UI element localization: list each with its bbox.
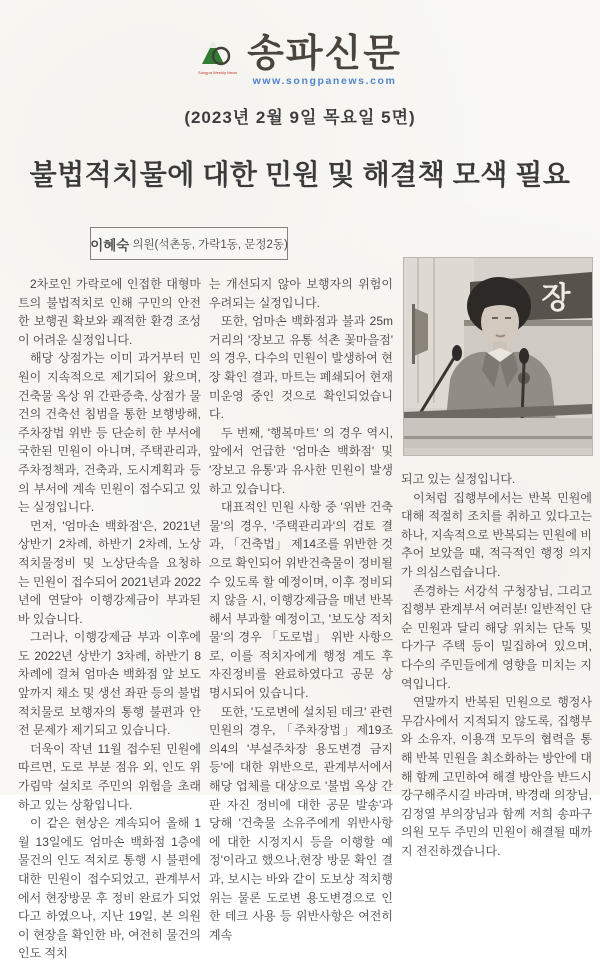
body-paragraph: 또한, '도로변에 설치된 데크' 관련 민원의 경우, 「주차장법」제19조의4의 '부설주차장 용도변경 금지 등'에 대한 위반으로, 관계부서에서 해당 업체를 대상으로 '불법 옥상 간판 자진 정비에 대한 공문 발송'과 당해 '건축물 소유주에게 위반사항에 대한 시정지시 등을 이행할 예정'이라고 했으나,현장 방문 확인 결과, 보시는 바와 같이 도보상 적치행위는 물론 도로변 용도변경으로 인한 데크 사용 등 위반사항은 여전히 계속: [209, 704, 393, 942]
article-column-3: [401, 470, 592, 860]
article-column-1: [18, 275, 201, 963]
article-column-2: [209, 275, 393, 944]
byline-name: 이혜숙: [90, 237, 130, 253]
body-paragraph: 더욱이 작년 11월 접수된 민원에 따르면, 도로 부분 점유 외, 인도 위 가림막 설치로 주민의 위험을 초래하고 있는 상황입니다.: [18, 741, 201, 812]
body-paragraph: 해당 상점가는 이미 과거부터 민원이 지속적으로 제기되어 왔으며, 건축물 옥상 위 간판증축, 상점가 물건의 건축선 침범을 통한 보행방해, 주차장법 위반 등 단순히 한 부서에 국한된 민원이 아니며, 주택관리과, 주차정책과, 건축과, 도시계획과 등의 부서에 계속 민원이 접수되고 있는 실정입니다.: [18, 351, 201, 515]
newspaper-logo: [198, 34, 237, 75]
body-paragraph: 이 같은 현상은 계속되어 올해 1월 13일에도 엄마손 백화점 1층에 물건의 인도 적치로 통행 시 불편에 대한 민원이 접수되었고, 관계부서에서 현장방문 후 정비 완료가 되었다고 하였으나, 지난 19일, 본 의원이 현장을 확인한 바, 여전히 물건의 인도 적치: [18, 816, 201, 961]
body-paragraph: 이처럼 집행부에서는 반복 민원에 대해 적절히 조치를 취하고 있다고는 하나, 지속적으로 반복되는 민원에 비추어 보았을 때, 적극적인 행정 의지가 의심스럽습니다.: [401, 490, 592, 579]
masthead: [0, 34, 600, 87]
article-photo: [404, 258, 592, 455]
banner-character: 장: [541, 282, 571, 315]
body-paragraph: 존경하는 서강석 구청장님, 그리고 집행부 관계부서 여러분! 일반적인 단순 민원과 달리 해당 위치는 단독 및 다가구 주택 등이 밀집하여 있으며, 다수의 주민들에게 영향을 미치는 지역입니다.: [401, 583, 592, 691]
body-paragraph: 먼저, '엄마손 백화점'은, 2021년 상반기 2차례, 하반기 2차례, 노상적치물정비 및 노상단속을 요청하는 민원이 접수되어 2021년과 2022년에 연달아 이행강제금이 부과된 바 있습니다.: [18, 518, 201, 626]
body-paragraph: 연말까지 반복된 민원으로 행정사무감사에서 지적되지 않도록, 집행부와 소유자, 이용객 모두의 협력을 통해 반복 민원을 최소화하는 방안에 대해 함께 고민하여 해결 방안을 반드시 강구해주시길 바라며, 박경래 의장님, 김정열 부의장님과 함께 저희 송파구의원 모두 주민의 민원이 해결될 때까지 전진하겠습니다.: [401, 695, 592, 858]
byline-title: 의원(석촌동, 가락1동, 문정2동): [132, 238, 288, 251]
body-paragraph: 또한, 엄마손 백화점과 불과 25m 거리의 '장보고 유통 석촌 꽃마을점' 의 경우, 다수의 민원이 발생하여 현장 확인 결과, 마트는 폐쇄되어 현재 미운영 중인 것으로 확인되었습니다.: [209, 314, 393, 422]
body-paragraph: 2차로인 가락로에 인접한 대형마트의 불법적치로 인해 구민의 안전한 보행권 확보와 쾌적한 환경 조성이 어려운 실정입니다.: [18, 277, 201, 347]
dateline: (2023년 2월 9일 목요일 5면): [184, 108, 416, 127]
article-headline: 불법적치물에 대한 민원 및 해결책 모색 필요: [29, 160, 571, 191]
body-paragraph: 대표적인 민원 사항 중 '위반 건축물'의 경우, '주택관리과'의 검토 결과, 「건축법」 제14조를 위반한 것으로 확인되어 위반건축물이 정비될 수 있도록 할 예정이며, 이후 정비되지 않을 시, 이행강제금을 매년 반복해서 부과할 예정이고, '보도상 적치물'의 경우 「도로법」 위반 사항으로, 이를 적치자에게 행정 계도 후 자진정비를 완료하였다고 공문 상 명시되어 있습니다.: [209, 500, 393, 701]
mountain-logo-icon: [202, 38, 234, 70]
byline-box: [90, 227, 288, 260]
speaker-photo-illustration: [404, 258, 592, 455]
newspaper-title: 송파신문: [247, 33, 402, 75]
body-paragraph: 두 번째, '행복마트' 의 경우 역시, 앞에서 언급한 '엄마손 백화점' 및 '장보고 유통'과 유사한 민원이 발생하고 있습니다.: [209, 425, 393, 496]
body-paragraph: 는 개선되지 않아 보행자의 위험이 우려되는 실정입니다.: [209, 277, 393, 310]
newspaper-url: www.songpanews.com: [252, 75, 397, 87]
body-paragraph: 되고 있는 실정입니다.: [401, 472, 516, 486]
logo-subtext: Songpa Weekly News: [198, 70, 238, 75]
body-paragraph: 그러나, 이행강제금 부과 이후에도 2022년 상반기 3차례, 하반기 8차례에 걸쳐 엄마손 백화점 앞 보도 앞까지 채소 및 생선 좌판 등의 불법 적치물로 보행자의 통행 불편과 안전 문제가 제기되고 있습니다.: [18, 630, 201, 738]
